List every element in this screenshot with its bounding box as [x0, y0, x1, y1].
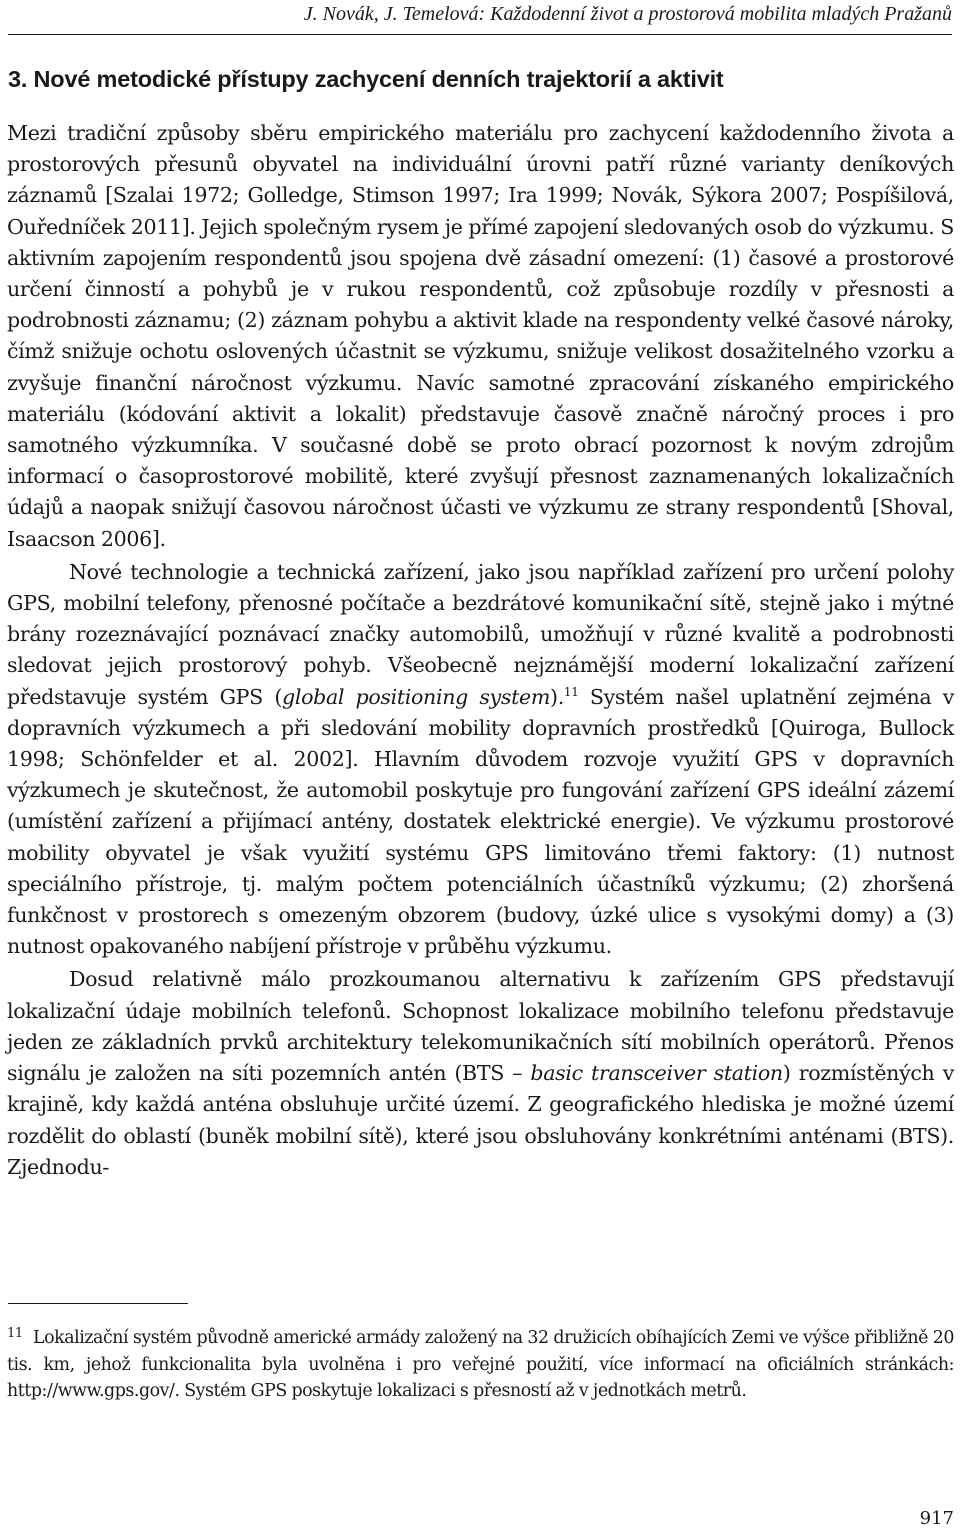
footnote-reference[interactable]: 11: [563, 684, 579, 699]
paragraph-2: [7, 557, 954, 963]
italic-term: basic transceiver station: [530, 1061, 783, 1086]
paragraph-text: Mezi tradiční způsoby sběru empirického materiálu pro zachycení každodenního života a prostorových přesunů obyvatel na individuální úrovni patří různé varianty deníkových záznamů [Szalai 1972; Golledge, Stimson 1997; Ira 1999; Novák, Sýkora 2007; Pospíšilová, Ouředníček 2011]. Jejich společným rysem je přímé zapojení sledovaných osob do výzkumu. S aktivním zapojením respondentů jsou spojena dvě zásadní omezení: (1) časové a prostorové určení činností a pohybů je v rukou respondentů, což způsobuje rozdíly v přesnosti a podrobnosti záznamu; (2) záznam pohybu a aktivit klade na respondenty velké časové nároky, čímž snižuje ochotu oslovených účastnit se výzkumu, snižuje velikost dosažitelného vzorku a zvyšuje finanční náročnost výzkumu. Navíc samotné zpracování získaného empirického materiálu (kódování aktivit a lokalit) představuje časově značně náročný proces i pro samotného výzkumníka. V současné době se proto obrací pozornost k novým zdrojům informací o časoprostorové mobilitě, které zvyšují přesnost zaznamenaných lokalizačních údajů a naopak snižují časovou náročnost účasti ve výzkumu ze strany respondentů [Shoval, Isaacson 2006].: [7, 121, 954, 551]
page-number: 917: [919, 1508, 954, 1529]
header-rule: [8, 34, 952, 35]
paragraph-text: Nové technologie a technická zařízení, jako jsou například zařízení pro určení polohy GPS, mobilní telefony, přenosné počítače a bezdrátové komunikační sítě, stejně jako i mýtné brány rozeznávající poznávací značky automobilů, umožňují v různé kvalitě a podrobnosti sledovat jejich prostorový pohyb. Všeobecně nejznámější moderní lokalizační zařízení představuje systém GPS (: [7, 559, 954, 709]
footnote: 11 Lokalizační systém původně americké armády založený na 32 družicích obíhajících Zemi ve výšce přibližně 20 tis. km, jehož funkcionalita byla uvolněna i pro veřejné použití, více informací na oficiálních stránkách: http://www.gps.gov/. Systém GPS poskytuje lokalizaci s přesností až v jednotkách metrů.: [7, 1326, 954, 1401]
footnote-rule: [8, 1303, 188, 1304]
paragraph-text: ) rozmístěných v krajině, kdy každá anténa obsluhuje určité území. Z geografického hlediska je možné území rozdělit do oblastí (buněk mobilní sítě), které jsou obsluhovány konkrétními anténami (BTS). Zjednodu-: [7, 1061, 954, 1179]
paragraph-text: ).: [550, 684, 564, 709]
paragraph-3: [7, 964, 954, 1182]
footnote-text: Lokalizační systém původně americké armády založený na 32 družicích obíhajících Zemi ve výšce přibližně 20 tis. km, jehož funkcionalita byla uvolněna i pro veřejné použití, více informací na oficiálních stránkách: http://www.gps.gov/. Systém GPS poskytuje lokalizaci s přesností až v jednotkách metrů.: [7, 1328, 954, 1401]
paragraph-text: Systém našel uplatnění zejména v dopravních výzkumech a při sledování mobility dopravních prostředků [Quiroga, Bullock 1998; Schönfelder et al. 2002]. Hlavním důvodem rozvoje využití GPS v dopravních výzkumech je skutečnost, že automobil poskytuje pro fungování zařízení GPS ideální zázemí (umístění zařízení a přijímací antény, dostatek elektrické energie). Ve výzkumu prostorové mobility obyvatel je však využití systému GPS limitováno třemi faktory: (1) nutnost speciálního přístroje, tj. malým počtem potenciálních účastníků výzkumu; (2) zhoršená funkčnost v prostorech s omezeným obzorem (budovy, úzké ulice s vysokými domy) a (3) nutnost opakovaného nabíjení přístroje v průběhu výzkumu.: [7, 684, 954, 959]
paragraph-text: Dosud relativně málo prozkoumanou alternativu k zařízením GPS představují lokalizační údaje mobilních telefonů. Schopnost lokalizace mobilního telefonu představuje jeden ze základních prvků architektury telekomunikačních sítí mobilních operátorů. Přenos signálu je založen na síti pozemních antén (BTS –: [7, 967, 954, 1086]
body-text: [7, 118, 954, 1183]
section-heading: 3. Nové metodické přístupy zachycení denních trajektorií a aktivit: [8, 66, 724, 92]
running-head: J. Novák, J. Temelová: Každodenní život a prostorová mobilita mladých Pražanů: [303, 3, 952, 25]
italic-term: global positioning system: [282, 684, 551, 709]
paragraph-1: [7, 118, 954, 555]
